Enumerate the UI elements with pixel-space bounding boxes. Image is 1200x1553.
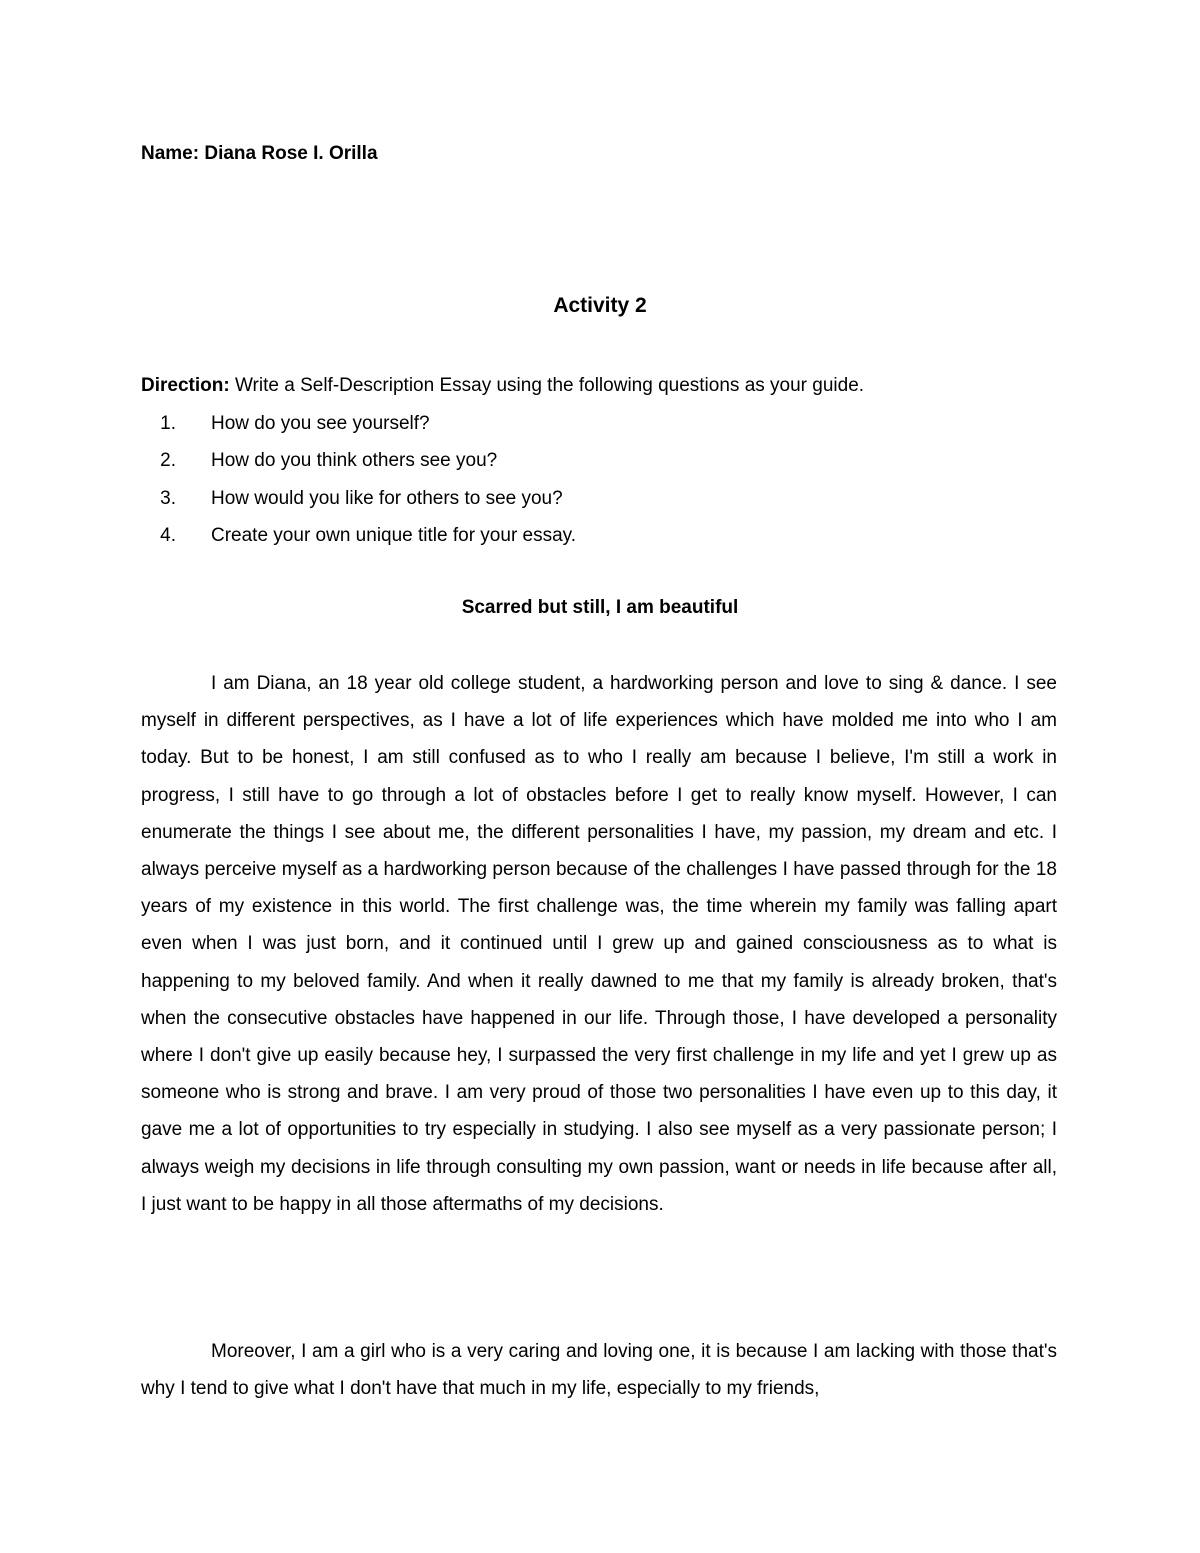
direction-text: Write a Self-Description Essay using the following questions as your guide. (229, 375, 865, 396)
list-text: How do you think others see you? (211, 450, 498, 472)
list-number: 3. (160, 487, 176, 509)
question-list (141, 412, 576, 561)
list-number: 2. (160, 450, 176, 472)
list-item (141, 487, 576, 524)
list-item (141, 412, 576, 449)
list-item (141, 524, 576, 561)
list-text: How would you like for others to see you? (211, 487, 563, 509)
essay-paragraph-1: I am Diana, an 18 year old college student, a hardworking person and love to sing & dance. I see myself in different perspectives, as I have a lot of life experiences which have molded me into who I am today. But to be honest, I am still confused as to who I really am because I believe, I'm still a work in progress, I still have to go through a lot of obstacles before I get to really know myself. However, I can enumerate the things I see about me, the different personalities I have, my passion, my dream and etc. I always perceive myself as a hardworking person because of the challenges I have passed through for the 18 years of my existence in this world. The first challenge was, the time wherein my family was falling apart even when I was just born, and it continued until I grew up and gained consciousness as to what is happening to my beloved family. And when it really dawned to me that my family is already broken, that's when the consecutive obstacles have happened in our life. Through those, I have developed a personality where I don't give up easily because hey, I surpassed the very first challenge in my life and yet I grew up as someone who is strong and brave. I am very proud of those two personalities I have even up to this day, it gave me a lot of opportunities to try especially in studying. I also see myself as a very passionate person; I always weigh my decisions in life through consulting my own passion, want or needs in life because after all, I just want to be happy in all those aftermaths of my decisions. (141, 673, 1057, 1215)
list-text: Create your own unique title for your essay. (211, 524, 577, 546)
list-number: 4. (160, 524, 176, 546)
list-text: How do you see yourself? (211, 413, 430, 434)
activity-title: Activity 2 (553, 294, 647, 317)
essay-paragraph-2: Moreover, I am a girl who is a very caring and loving one, it is because I am lacking with those that's why I tend to give what I don't have that much in my life, especially to my friends, (141, 1341, 1057, 1400)
list-number: 1. (160, 413, 176, 434)
direction-line (141, 375, 864, 397)
list-item (141, 449, 576, 486)
student-name: Name: Diana Rose I. Orilla (141, 143, 378, 164)
direction-label: Direction: (141, 375, 230, 396)
essay-title: Scarred but still, I am beautiful (461, 597, 739, 618)
